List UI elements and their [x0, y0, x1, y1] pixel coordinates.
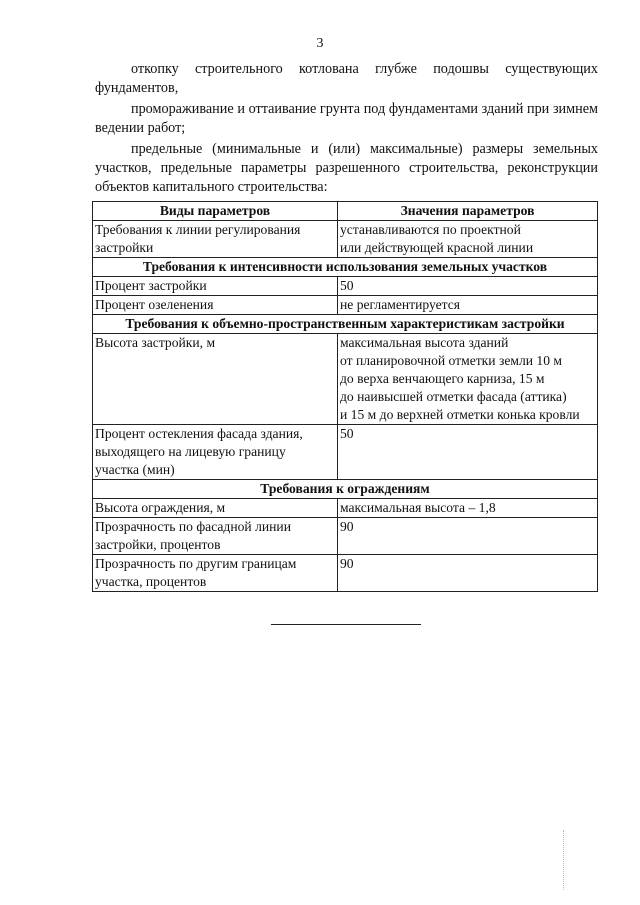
- param-name-cell: [93, 334, 338, 425]
- scan-artifact: [563, 830, 564, 890]
- table-body: [93, 221, 598, 592]
- table-header-row: [93, 202, 598, 221]
- param-value-cell: [338, 518, 598, 555]
- param-value-line: и 15 м до верхней отметки конька кровли: [340, 407, 580, 422]
- param-name-line: Процент остекления фасада здания,: [95, 426, 303, 441]
- param-name-line: застройки: [95, 240, 154, 255]
- param-name-cell: [93, 296, 338, 315]
- param-name-line: участка, процентов: [95, 574, 207, 589]
- param-name-line: Требования к линии регулирования: [95, 222, 301, 237]
- param-name-cell: [93, 425, 338, 480]
- table-row: [93, 499, 598, 518]
- table-row: [93, 425, 598, 480]
- param-value-cell: [338, 425, 598, 480]
- table-section-row: [93, 258, 598, 277]
- param-name-line: Высота застройки, м: [95, 335, 216, 350]
- param-value-cell: [338, 555, 598, 592]
- param-name-line: участка (мин): [95, 462, 175, 477]
- param-name-cell: [93, 499, 338, 518]
- end-rule: [271, 624, 421, 625]
- param-value-line: 50: [340, 278, 354, 293]
- intro-paragraph: предельные (минимальные и (или) максимальные) размеры земельных участков, предельные параметры разрешенного строительства, реконструкции объектов капитального строительства:: [95, 141, 598, 195]
- param-name-line: Прозрачность по другим границам: [95, 556, 297, 571]
- table-section-row: [93, 480, 598, 499]
- param-value-line: максимальная высота – 1,8: [340, 500, 496, 515]
- param-name-line: выходящего на лицевую границу: [95, 444, 286, 459]
- param-value-line: или действующей красной линии: [340, 240, 534, 255]
- page-number: 3: [316, 36, 324, 51]
- param-value-cell: [338, 221, 598, 258]
- intro-paragraph: откопку строительного котлована глубже подошвы существующих фундаментов,: [95, 61, 598, 96]
- section-title: Требования к интенсивности использования земельных участков: [93, 258, 598, 277]
- param-value-cell: [338, 499, 598, 518]
- param-value-line: от планировочной отметки земли 10 м: [340, 353, 563, 368]
- param-name-line: Высота ограждения, м: [95, 500, 226, 515]
- header-param-values: Значения параметров: [338, 202, 598, 221]
- param-name-cell: [93, 221, 338, 258]
- param-name-line: Процент озеленения: [95, 297, 214, 312]
- param-value-line: не регламентируется: [340, 297, 461, 312]
- param-value-line: 90: [340, 556, 354, 571]
- parameters-table: [92, 201, 598, 592]
- table-row: [93, 296, 598, 315]
- param-name-cell: [93, 277, 338, 296]
- param-value-line: до верха венчающего карниза, 15 м: [340, 371, 545, 386]
- table-row: [93, 518, 598, 555]
- param-value-cell: [338, 296, 598, 315]
- intro-paragraph: промораживание и оттаивание грунта под фундаментами зданий при зимнем ведении работ;: [95, 101, 598, 136]
- param-value-cell: [338, 277, 598, 296]
- param-value-line: устанавливаются по проектной: [340, 222, 521, 237]
- param-name-line: Прозрачность по фасадной линии: [95, 519, 291, 534]
- param-name-line: Процент застройки: [95, 278, 207, 293]
- param-value-cell: [338, 334, 598, 425]
- table-section-row: [93, 315, 598, 334]
- table-row: [93, 334, 598, 425]
- section-title: Требования к объемно-пространственным характеристикам застройки: [93, 315, 598, 334]
- param-value-line: 50: [340, 426, 354, 441]
- param-name-line: застройки, процентов: [95, 537, 221, 552]
- table-row: [93, 221, 598, 258]
- header-param-kinds: Виды параметров: [93, 202, 338, 221]
- param-value-line: до наивысшей отметки фасада (аттика): [340, 389, 567, 404]
- param-value-line: максимальная высота зданий: [340, 335, 509, 350]
- table-row: [93, 277, 598, 296]
- section-title: Требования к ограждениям: [93, 480, 598, 499]
- param-name-cell: [93, 555, 338, 592]
- param-name-cell: [93, 518, 338, 555]
- table-row: [93, 555, 598, 592]
- param-value-line: 90: [340, 519, 354, 534]
- intro-text: [95, 60, 598, 199]
